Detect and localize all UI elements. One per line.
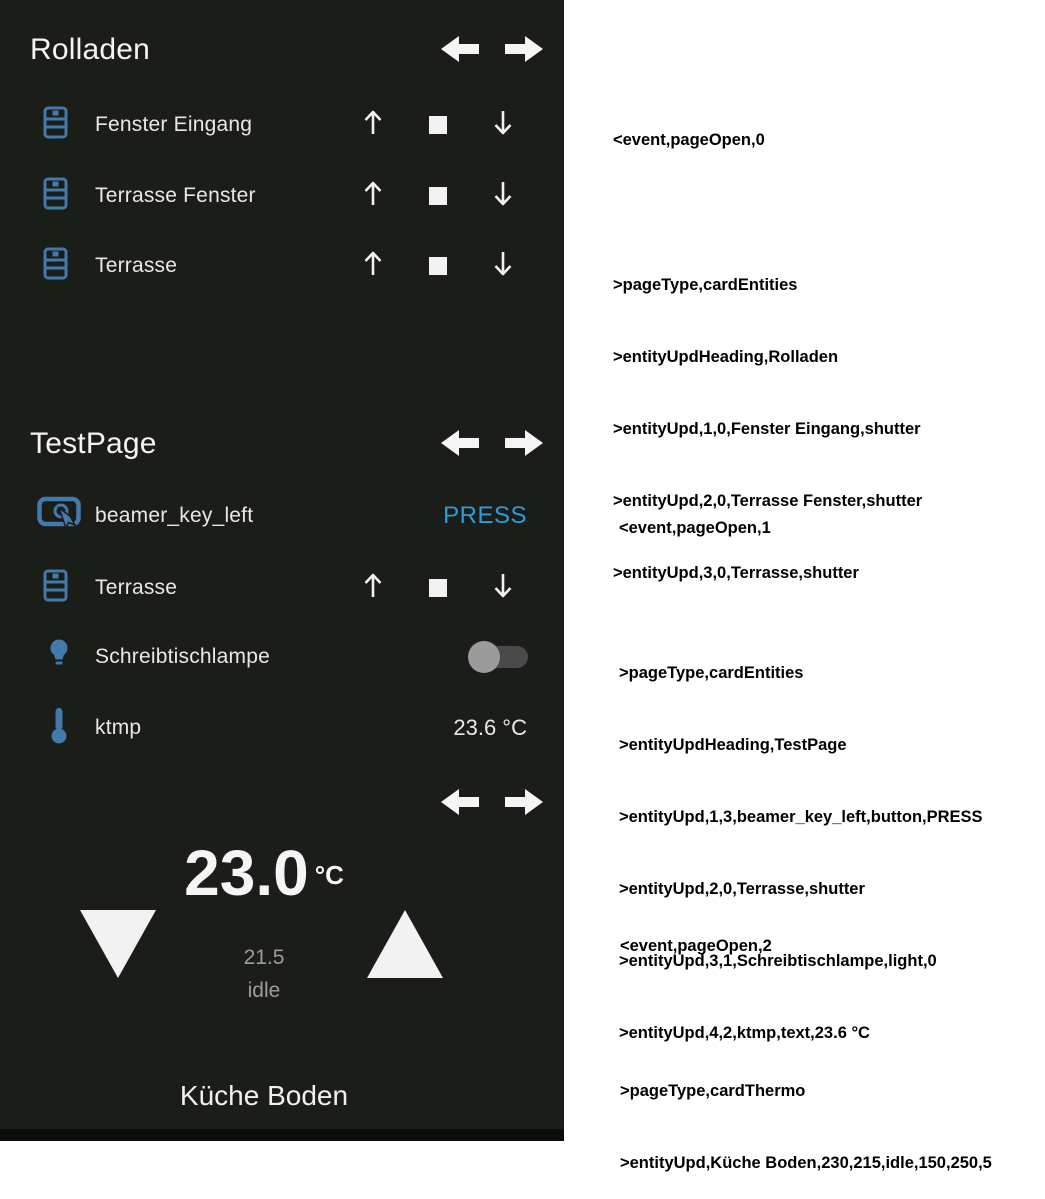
temperature-unit: °C bbox=[314, 860, 344, 890]
shutter-down-button[interactable] bbox=[491, 109, 515, 141]
stop-square-icon bbox=[429, 116, 447, 134]
protocol-line: >entityUpd,1,3,beamer_key_left,button,PRESS bbox=[619, 808, 983, 826]
window-shutter-icon bbox=[43, 106, 68, 144]
lightbulb-icon bbox=[46, 638, 72, 676]
press-button[interactable]: PRESS bbox=[443, 502, 527, 529]
shutter-stop-button[interactable] bbox=[429, 257, 447, 275]
arrow-right-bold-icon bbox=[505, 51, 543, 68]
entity-row-beamer-key-left bbox=[0, 491, 564, 541]
arrow-left-bold-icon bbox=[441, 51, 479, 68]
thermometer-icon bbox=[51, 707, 67, 750]
arrow-left-bold-icon bbox=[441, 445, 479, 462]
stop-square-icon bbox=[429, 187, 447, 205]
protocol-line: >entityUpd,4,2,ktmp,text,23.6 °C bbox=[619, 1024, 870, 1042]
setpoint-value: 21.5 bbox=[243, 946, 285, 969]
page-title-testpage: TestPage bbox=[30, 427, 157, 460]
current-temperature bbox=[0, 838, 528, 908]
entity-label: Terrasse bbox=[95, 254, 178, 277]
next-page-button[interactable] bbox=[505, 787, 543, 817]
protocol-event-line: <event,pageOpen,2 bbox=[620, 937, 772, 955]
protocol-line: >pageType,cardThermo bbox=[620, 1082, 806, 1100]
protocol-event-line: <event,pageOpen,1 bbox=[619, 519, 771, 537]
entity-row-fenster-eingang bbox=[0, 100, 564, 150]
page-title-rolladen: Rolladen bbox=[30, 33, 151, 66]
arrow-left-bold-icon bbox=[441, 804, 479, 821]
thermostat-title: Küche Boden bbox=[179, 1080, 349, 1111]
protocol-line: >pageType,cardEntities bbox=[613, 276, 798, 294]
current-temperature-value: 23.0 bbox=[184, 837, 309, 909]
window-shutter-icon bbox=[43, 569, 68, 607]
temperature-value: 23.6 °C bbox=[453, 715, 527, 740]
entity-label: Terrasse Fenster bbox=[95, 184, 256, 207]
gesture-tap-button-icon bbox=[37, 495, 81, 537]
protocol-line: >entityUpdHeading,TestPage bbox=[619, 736, 847, 754]
arrow-right-bold-icon bbox=[505, 804, 543, 821]
prev-page-button[interactable] bbox=[441, 428, 479, 458]
entity-row-terrasse bbox=[0, 241, 564, 291]
protocol-line: >pageType,cardEntities bbox=[619, 664, 804, 682]
window-shutter-icon bbox=[43, 247, 68, 285]
shutter-stop-button[interactable] bbox=[429, 187, 447, 205]
shutter-up-button[interactable] bbox=[361, 572, 385, 604]
panel-bottom-bezel bbox=[0, 1129, 564, 1141]
prev-page-button[interactable] bbox=[441, 34, 479, 64]
entity-label: Schreibtischlampe bbox=[95, 645, 270, 668]
entity-label: ktmp bbox=[95, 716, 142, 739]
toggle-knob bbox=[468, 641, 500, 673]
shutter-up-button[interactable] bbox=[361, 250, 385, 282]
protocol-line: >entityUpd,Küche Boden,230,215,idle,150,250,5 bbox=[620, 1154, 992, 1172]
entity-label: Terrasse bbox=[95, 576, 178, 599]
shutter-stop-button[interactable] bbox=[429, 579, 447, 597]
protocol-line: >entityUpd,1,0,Fenster Eingang,shutter bbox=[613, 420, 921, 438]
next-page-button[interactable] bbox=[505, 34, 543, 64]
shutter-up-button[interactable] bbox=[361, 109, 385, 141]
stop-square-icon bbox=[429, 579, 447, 597]
shutter-down-button[interactable] bbox=[491, 572, 515, 604]
arrow-right-bold-icon bbox=[505, 445, 543, 462]
entity-row-ktmp bbox=[0, 703, 564, 753]
shutter-down-button[interactable] bbox=[491, 250, 515, 282]
protocol-line: >entityUpdHeading,Rolladen bbox=[613, 348, 839, 366]
light-toggle[interactable] bbox=[468, 641, 528, 673]
prev-page-button[interactable] bbox=[441, 787, 479, 817]
hvac-state: idle bbox=[247, 979, 281, 1002]
protocol-line: >entityUpd,3,0,Terrasse,shutter bbox=[613, 564, 859, 582]
shutter-up-button[interactable] bbox=[361, 180, 385, 212]
entity-row-terrasse-2 bbox=[0, 563, 564, 613]
protocol-event-line: <event,pageOpen,0 bbox=[613, 131, 765, 149]
entity-row-terrasse-fenster bbox=[0, 171, 564, 221]
protocol-line: >entityUpd,3,1,Schreibtischlampe,light,0 bbox=[619, 952, 937, 970]
shutter-stop-button[interactable] bbox=[429, 116, 447, 134]
protocol-block-page2 bbox=[620, 886, 992, 1199]
stop-square-icon bbox=[429, 257, 447, 275]
entity-label: beamer_key_left bbox=[95, 504, 254, 527]
next-page-button[interactable] bbox=[505, 428, 543, 458]
shutter-down-button[interactable] bbox=[491, 180, 515, 212]
window-shutter-icon bbox=[43, 177, 68, 215]
entity-label: Fenster Eingang bbox=[95, 113, 253, 136]
protocol-line: >entityUpd,2,0,Terrasse Fenster,shutter bbox=[613, 492, 923, 510]
protocol-line: >entityUpd,2,0,Terrasse,shutter bbox=[619, 880, 865, 898]
